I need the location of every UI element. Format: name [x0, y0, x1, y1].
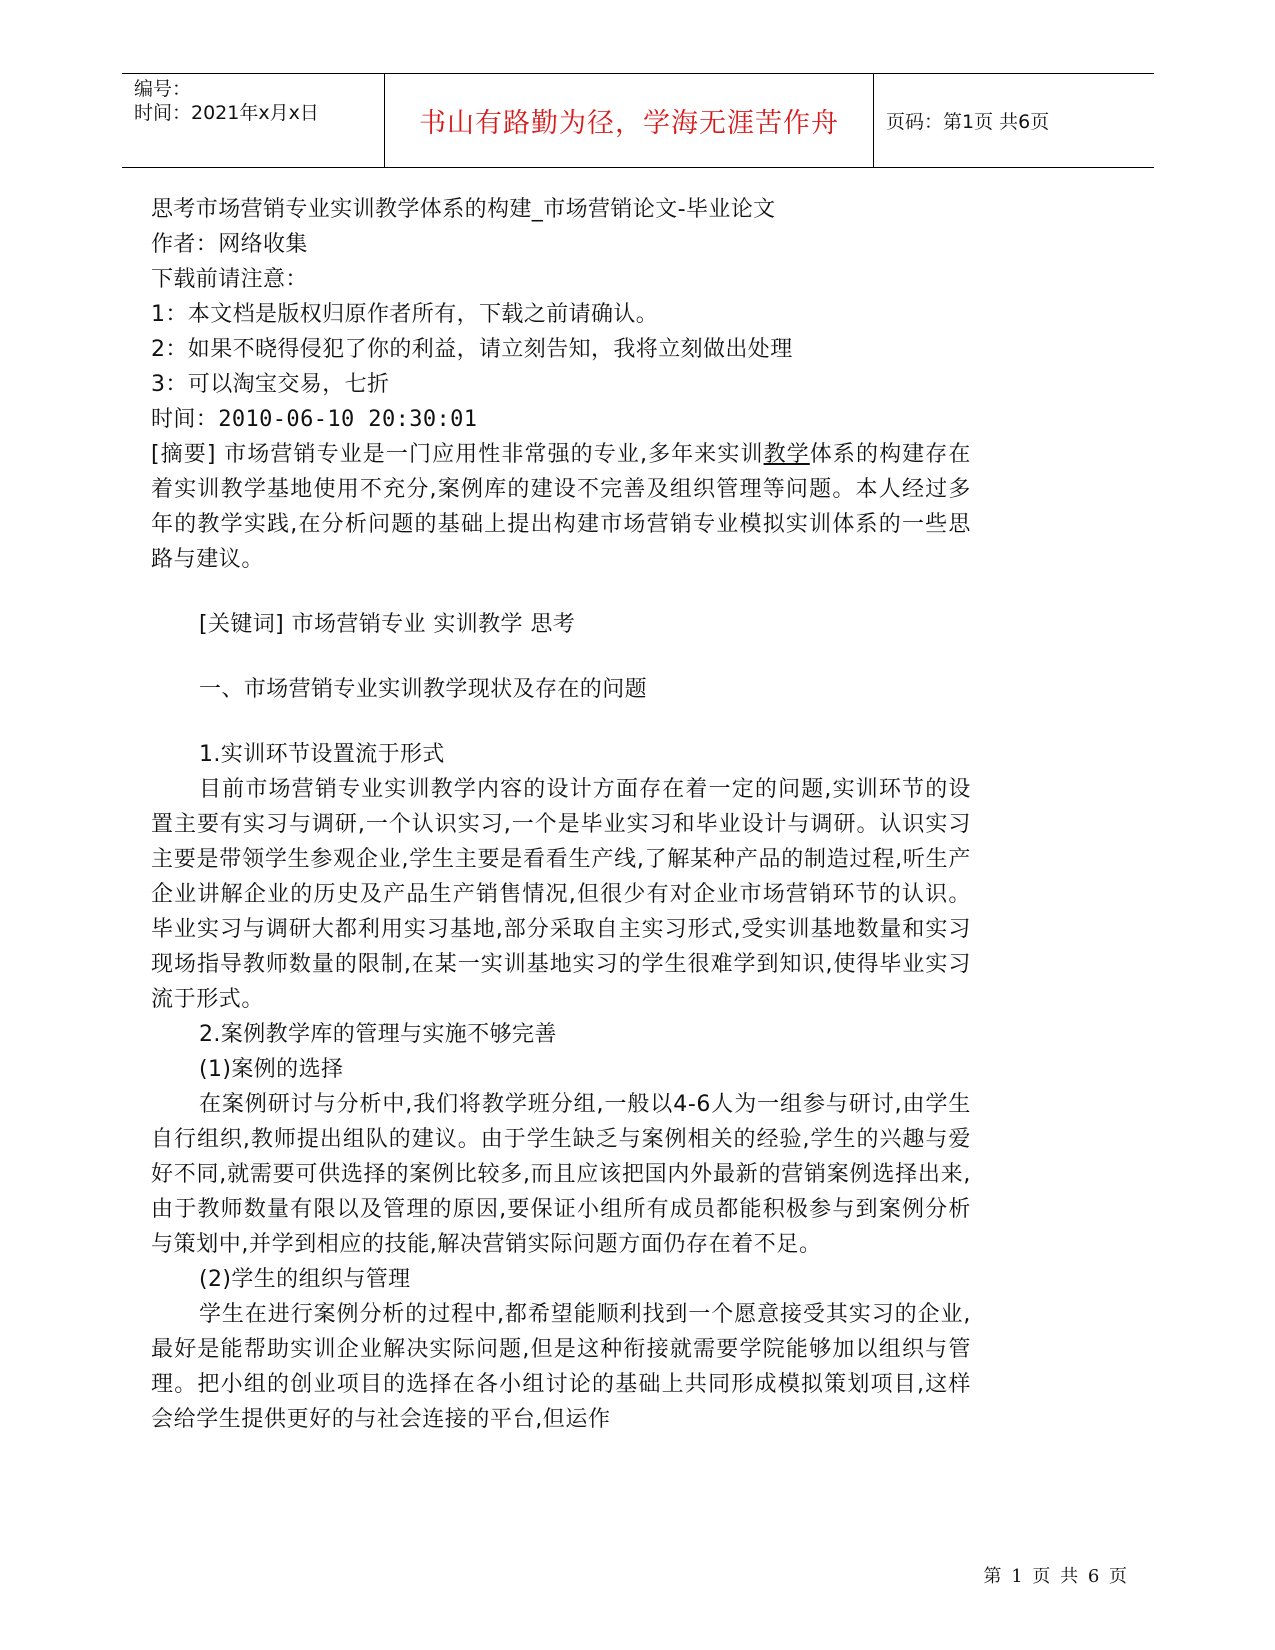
article-time: 时间：2010-06-10 20:30:01: [151, 407, 478, 432]
motto: 书山有路勤为径，学海无涯苦作舟: [419, 108, 839, 139]
abstract-text-pre: [摘要] 市场营销专业是一门应用性非常强的专业,多年来实训: [151, 442, 764, 467]
abstract: [151, 437, 971, 577]
abstract-text-post: 体系的构建存在着实训教学基地使用不充分,案例库的建设不完善及组织管理等问题。本人经过多年的教学实践,在分析问题的基础上提出构建市场营销专业模拟实训体系的一些思路与建议。: [151, 442, 971, 572]
header-table: [122, 73, 1154, 168]
abstract-link[interactable]: 教学: [763, 442, 810, 467]
header-left-cell: [122, 74, 385, 167]
subheading-2a: (1)案例的选择: [199, 1057, 344, 1082]
subheading-2: 2.案例教学库的管理与实施不够完善: [199, 1022, 557, 1047]
section-heading-1: 一、市场营销专业实训教学现状及存在的问题: [199, 677, 648, 702]
header-motto-cell: [385, 74, 874, 167]
paragraph-2: 在案例研讨与分析中,我们将教学班分组,一般以4-6人为一组参与研讨,由学生自行组织,教师提出组队的建议。由于学生缺乏与案例相关的经验,学生的兴趣与爱好不同,就需要可供选择的案例比较多,而且应该把国内外最新的营销案例选择出来,由于教师数量有限以及管理的原因,要保证小组所有成员都能积极参与到案例分析与策划中,并学到相应的技能,解决营销实际问题方面仍存在着不足。: [151, 1092, 971, 1257]
header-page-cell: [874, 74, 1154, 167]
notice-3: 3：可以淘宝交易，七折: [151, 372, 390, 397]
page-info: 页码：第1页 共6页: [886, 111, 1050, 133]
footer-page-number: 第 1 页 共 6 页: [983, 1566, 1129, 1587]
number-label: 编号：: [134, 78, 192, 100]
notice-1: 1：本文档是版权归原作者所有，下载之前请确认。: [151, 302, 659, 327]
article-title: 思考市场营销专业实训教学体系的构建_市场营销论文-毕业论文: [151, 197, 776, 222]
subheading-2b: (2)学生的组织与管理: [199, 1267, 411, 1292]
subheading-1: 1.实训环节设置流于形式: [199, 742, 445, 767]
notice-title: 下载前请注意：: [151, 267, 308, 292]
article-author: 作者：网络收集: [151, 232, 308, 257]
notice-2: 2：如果不晓得侵犯了你的利益，请立刻告知，我将立刻做出处理: [151, 337, 793, 362]
keywords: [关键词] 市场营销专业 实训教学 思考: [199, 612, 576, 637]
article-body: [151, 192, 971, 1437]
paragraph-3: 学生在进行案例分析的过程中,都希望能顺利找到一个愿意接受其实习的企业,最好是能帮助实训企业解决实际问题,但是这种衔接就需要学院能够加以组织与管理。把小组的创业项目的选择在各小组讨论的基础上共同形成模拟策划项目,这样会给学生提供更好的与社会连接的平台,但运作: [151, 1302, 971, 1432]
time-label: 时间：2021年x月x日: [134, 102, 319, 124]
paragraph-1: 目前市场营销专业实训教学内容的设计方面存在着一定的问题,实训环节的设置主要有实习与调研,一个认识实习,一个是毕业实习和毕业设计与调研。认识实习主要是带领学生参观企业,学生主要是看看生产线,了解某种产品的制造过程,听生产企业讲解企业的历史及产品生产销售情况,但很少有对企业市场营销环节的认识。毕业实习与调研大都利用实习基地,部分采取自主实习形式,受实训基地数量和实习现场指导教师数量的限制,在某一实训基地实习的学生很难学到知识,使得毕业实习流于形式。: [151, 777, 971, 1012]
